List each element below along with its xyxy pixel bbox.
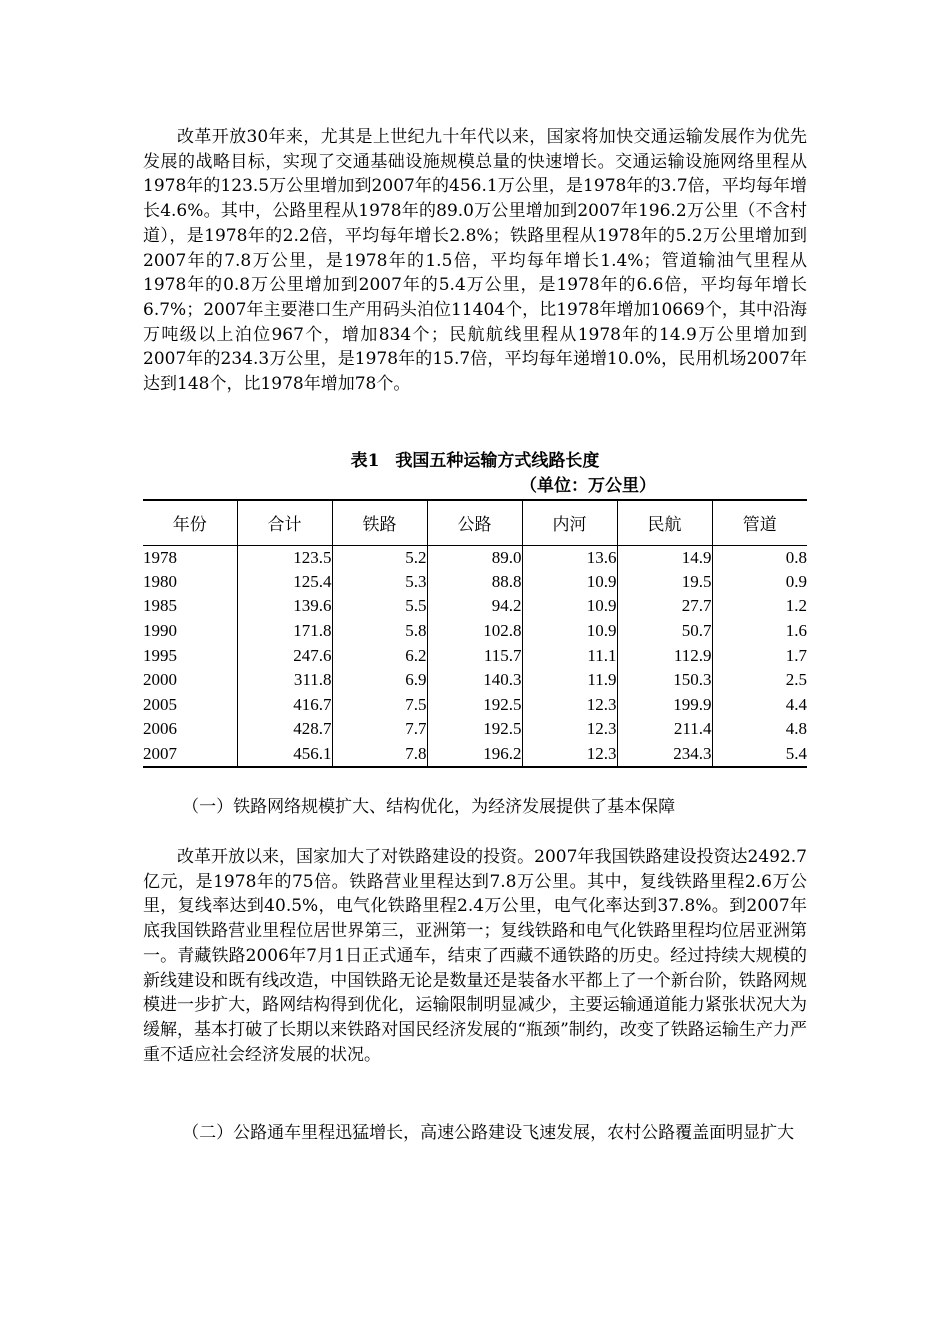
value-cell: 416.7	[237, 693, 332, 718]
value-cell: 89.0	[427, 545, 522, 570]
value-cell: 7.8	[332, 742, 427, 767]
value-cell: 211.4	[617, 717, 712, 742]
value-cell: 10.9	[522, 594, 617, 619]
value-cell: 27.7	[617, 594, 712, 619]
value-cell: 4.8	[712, 717, 807, 742]
value-cell: 428.7	[237, 717, 332, 742]
table-row	[143, 742, 807, 767]
table-label: 表1	[350, 451, 380, 471]
value-cell: 102.8	[427, 619, 522, 644]
value-cell: 1.6	[712, 619, 807, 644]
value-cell: 5.2	[332, 545, 427, 570]
value-cell: 12.3	[522, 693, 617, 718]
table-header-row	[143, 500, 807, 545]
value-cell: 7.7	[332, 717, 427, 742]
column-header-highway: 公路	[427, 500, 522, 545]
year-cell: 1990	[143, 621, 177, 641]
value-cell: 2.5	[712, 668, 807, 693]
column-header-railway: 铁路	[332, 500, 427, 545]
value-cell: 10.9	[522, 570, 617, 595]
year-cell: 2005	[143, 694, 177, 714]
value-cell: 1.7	[712, 643, 807, 668]
table-row	[143, 717, 807, 742]
value-cell: 12.3	[522, 717, 617, 742]
value-cell: 4.4	[712, 693, 807, 718]
table-row	[143, 570, 807, 595]
table-title	[143, 449, 807, 473]
value-cell: 192.5	[427, 693, 522, 718]
value-cell: 112.9	[617, 643, 712, 668]
intro-paragraph: 改革开放30年来，尤其是上世纪九十年代以来，国家将加快交通运输发展作为优先发展的战略目标，实现了交通基础设施规模总量的快速增长。交通运输设施网络里程从1978年的123.5万公里增加到2007年的456.1万公里，是1978年的3.7倍，平均每年增长4.6%。其中，公路里程从1978年的89.0万公里增加到2007年196.2万公里（不含村道），是1978年的2.2倍，平均每年增长2.8%；铁路里程从1978年的5.2万公里增加到2007年的7.8万公里，是1978年的1.5倍，平均每年增长1.4%；管道输油气里程从1978年的0.8万公里增加到2007年的5.4万公里，是1978年的6.6倍，平均每年增长6.7%；2007年主要港口生产用码头泊位11404个，比1978年增加10669个，其中沿海万吨级以上泊位967个，增加834个；民航航线里程从1978年的14.9万公里增加到2007年的234.3万公里，是1978年的15.7倍，平均每年递增10.0%，民用机场2007年达到148个，比1978年增加78个。	[143, 127, 807, 395]
transport-length-table	[143, 499, 807, 768]
year-cell: 1978	[143, 547, 177, 567]
value-cell: 5.3	[332, 570, 427, 595]
value-cell: 5.5	[332, 594, 427, 619]
value-cell: 94.2	[427, 594, 522, 619]
year-cell: 1980	[143, 571, 177, 591]
table-title-text: 我国五种运输方式线路长度	[395, 451, 600, 471]
value-cell: 0.9	[712, 570, 807, 595]
value-cell: 123.5	[237, 545, 332, 570]
year-cell: 2007	[143, 742, 237, 767]
table-row	[143, 594, 807, 619]
value-cell: 140.3	[427, 668, 522, 693]
value-cell: 50.7	[617, 619, 712, 644]
section-heading-railway: （一）铁路网络规模扩大、结构优化，为经济发展提供了基本保障	[182, 797, 676, 817]
year-cell: 1985	[143, 596, 177, 616]
column-header-year: 年份	[143, 500, 237, 545]
table-row	[143, 693, 807, 718]
value-cell: 196.2	[427, 742, 522, 767]
value-cell: 10.9	[522, 619, 617, 644]
table-row	[143, 643, 807, 668]
value-cell: 14.9	[617, 545, 712, 570]
year-cell: 2000	[143, 670, 177, 690]
value-cell: 1.2	[712, 594, 807, 619]
year-cell: 1995	[143, 645, 177, 665]
column-header-pipeline: 管道	[712, 500, 807, 545]
value-cell: 171.8	[237, 619, 332, 644]
value-cell: 311.8	[237, 668, 332, 693]
railway-paragraph: 改革开放以来，国家加大了对铁路建设的投资。2007年我国铁路建设投资达2492.7亿元，是1978年的75倍。铁路营业里程达到7.8万公里。其中，复线铁路里程2.6万公里，复线率达到40.5%，电气化铁路里程2.4万公里，电气化率达到37.8%。到2007年底我国铁路营业里程位居世界第三，亚洲第一；复线铁路和电气化铁路里程均位居亚洲第一。青藏铁路2006年7月1日正式通车，结束了西藏不通铁路的历史。经过持续大规模的新线建设和既有线改造，中国铁路无论是数量还是装备水平都上了一个新台阶，铁路网规模进一步扩大，路网结构得到优化，运输限制明显减少，主要运输通道能力紧张状况大为缓解，基本打破了长期以来铁路对国民经济发展的“瓶颈”制约，改变了铁路运输生产力严重不适应社会经济发展的状况。	[143, 847, 807, 1065]
value-cell: 5.8	[332, 619, 427, 644]
value-cell: 150.3	[617, 668, 712, 693]
value-cell: 139.6	[237, 594, 332, 619]
table-row	[143, 668, 807, 693]
value-cell: 88.8	[427, 570, 522, 595]
value-cell: 7.5	[332, 693, 427, 718]
table-unit: （单位：万公里）	[520, 476, 656, 496]
value-cell: 11.1	[522, 643, 617, 668]
value-cell: 6.2	[332, 643, 427, 668]
column-header-civil-aviation: 民航	[617, 500, 712, 545]
column-header-total: 合计	[237, 500, 332, 545]
value-cell: 234.3	[617, 742, 712, 767]
value-cell: 11.9	[522, 668, 617, 693]
value-cell: 13.6	[522, 545, 617, 570]
value-cell: 0.8	[712, 545, 807, 570]
value-cell: 19.5	[617, 570, 712, 595]
value-cell: 5.4	[712, 742, 807, 767]
table-row	[143, 545, 807, 570]
value-cell: 115.7	[427, 643, 522, 668]
value-cell: 247.6	[237, 643, 332, 668]
value-cell: 6.9	[332, 668, 427, 693]
value-cell: 12.3	[522, 742, 617, 767]
table-row	[143, 619, 807, 644]
value-cell: 199.9	[617, 693, 712, 718]
section-heading-highway: （二）公路通车里程迅猛增长，高速公路建设飞速发展，农村公路覆盖面明显扩大	[182, 1123, 795, 1143]
year-cell: 2006	[143, 719, 177, 739]
value-cell: 125.4	[237, 570, 332, 595]
value-cell: 192.5	[427, 717, 522, 742]
column-header-inland-waterway: 内河	[522, 500, 617, 545]
value-cell: 456.1	[237, 742, 332, 767]
